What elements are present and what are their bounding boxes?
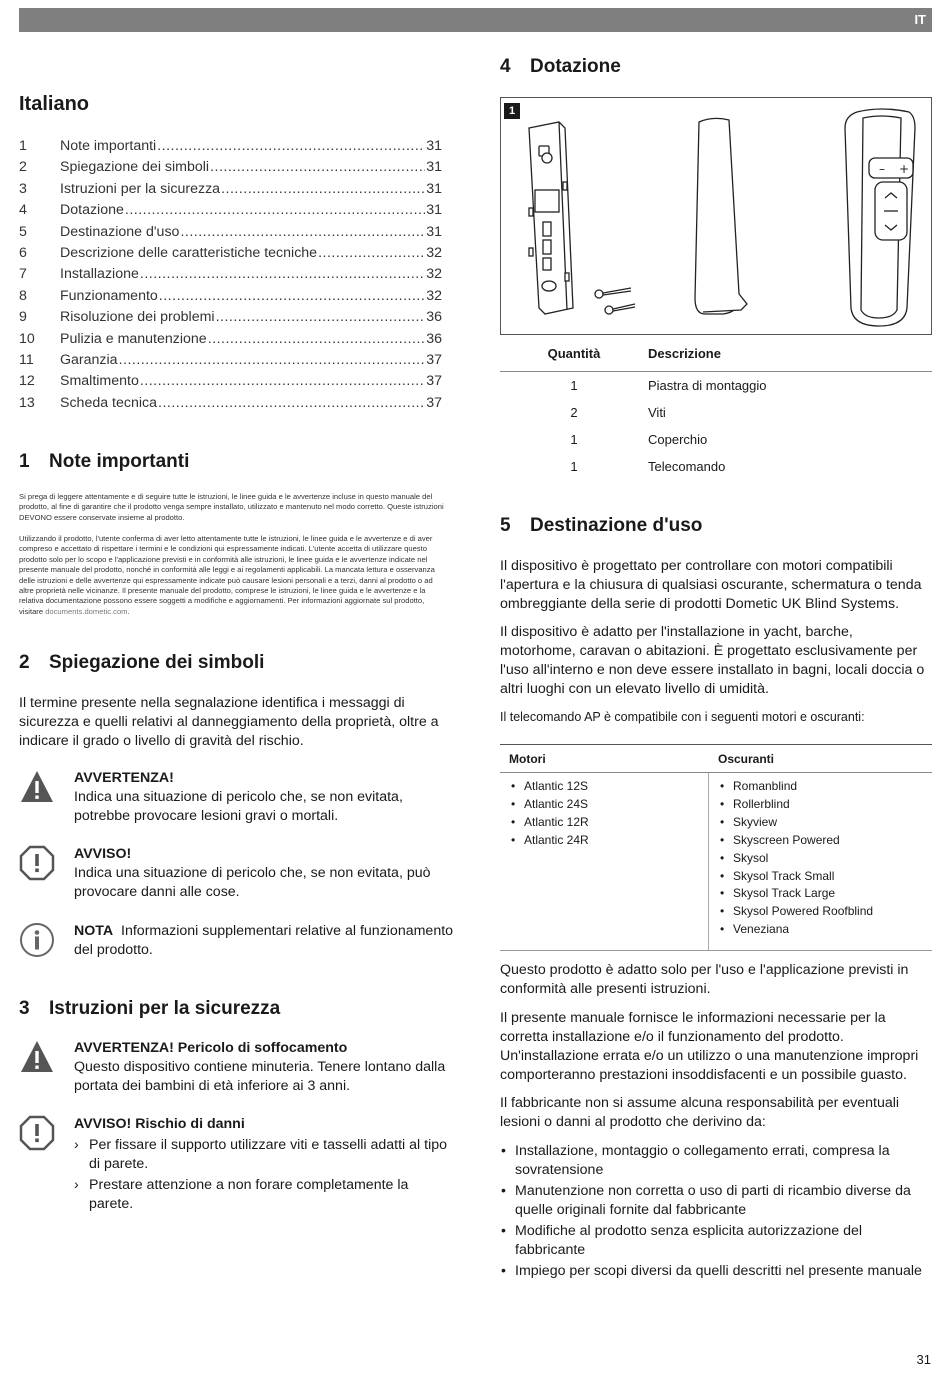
intended-use-paragraph-2: Il dispositivo è adatto per l'installazione in yacht, barche, motorhome, caravan o abitazioni. È progettato esclusivamente per l'uso all'interno e non deve essere installato in bagni, locali doccia o altri luoghi con un elevato livello di umidità.: [500, 624, 925, 697]
notice-octagon-icon: [19, 1115, 55, 1151]
compatibility-table-body: [500, 773, 932, 950]
notice-text-block: [74, 845, 455, 902]
desc-cell: Coperchio: [648, 432, 708, 447]
toc-page: 31: [426, 159, 442, 176]
note-title: NOTA: [74, 923, 114, 939]
desc-cell: Viti: [648, 405, 666, 420]
toc-page: 37: [426, 373, 442, 390]
toc-title: Destinazione d'uso: [60, 223, 180, 240]
toc-title: Istruzioni per la sicurezza: [60, 180, 221, 197]
important-notes-paragraph-2: [19, 534, 449, 617]
note-notice: [19, 922, 455, 967]
contents-table-row: [500, 426, 932, 453]
page-number: 31: [916, 1352, 931, 1367]
documents-link[interactable]: documents.dometic.com: [45, 606, 128, 616]
qty-cell: 2: [570, 405, 578, 420]
safety-warning-notice: [19, 1039, 455, 1099]
desc-header: Descrizione: [648, 346, 721, 361]
contents-table-body: [500, 372, 932, 480]
liability-item: • Installazione, montaggio o collegamento errati, compresa la sovratensione: [500, 1142, 932, 1180]
contents-illustration: [501, 98, 931, 334]
section-number: 1: [19, 451, 30, 472]
toc-title: Garanzia: [60, 351, 118, 368]
section-2-heading: [19, 652, 264, 674]
toc-number: 7: [19, 266, 27, 283]
toc-number: 2: [19, 159, 27, 176]
contents-figure: [500, 97, 932, 335]
toc-number: 12: [19, 373, 35, 390]
toc-leader-dots: [140, 265, 425, 286]
toc-leader-dots: [318, 244, 425, 265]
damage-notice: [19, 1115, 455, 1212]
toc-number: 3: [19, 180, 27, 197]
contents-table-header: [500, 346, 932, 372]
liability-item: • Modifiche al prodotto senza esplicita autorizzazione del fabbricante: [500, 1222, 932, 1260]
toc-page: 31: [426, 180, 442, 197]
section-title: Dotazione: [530, 56, 621, 77]
motori-column: [500, 773, 709, 950]
language-code: IT: [914, 12, 926, 27]
section-1-heading: [19, 451, 189, 473]
toc-title: Installazione: [60, 266, 139, 283]
notice-octagon-icon: [19, 845, 55, 881]
toc-row: [19, 372, 442, 393]
toc-page: 31: [426, 138, 442, 154]
info-icon: [19, 922, 55, 958]
toc-page: 32: [426, 266, 442, 283]
warning-description: Indica una situazione di pericolo che, se non evitata, potrebbe provocare lesioni gravi o mortali.: [74, 789, 403, 824]
contents-table-row: [500, 453, 932, 480]
section-title: Spiegazione dei simboli: [49, 652, 265, 673]
damage-notice-item: › Prestare attenzione a non forare completamente la parete.: [74, 1176, 455, 1214]
toc-page: 37: [426, 394, 442, 411]
toc-page: 31: [426, 223, 442, 240]
section-3-heading: [19, 998, 280, 1020]
damage-notice-title: AVVISO! Rischio di danni: [74, 1116, 245, 1132]
motor-item: • Atlantic 24R: [509, 832, 708, 850]
section-4-heading: [500, 56, 621, 78]
blind-item: • Romanblind: [718, 778, 932, 796]
section-title: Destinazione d'uso: [530, 515, 703, 536]
motori-header: Motori: [509, 751, 546, 766]
toc-title: Smaltimento: [60, 373, 139, 390]
warning-triangle-icon: [19, 769, 55, 805]
toc-row: [19, 351, 442, 372]
section-number: 5: [500, 515, 511, 536]
toc-leader-dots: [119, 351, 426, 372]
desc-cell: Piastra di montaggio: [648, 378, 767, 393]
paragraph-end: .: [127, 606, 130, 616]
liability-list: [500, 1142, 932, 1283]
notice-description: Indica una situazione di pericolo che, se non evitata, può provocare danni alle cose.: [74, 865, 431, 900]
symbols-intro: Il termine presente nella segnalazione identifica i messaggi di sicurezza e quelli relativi al danneggiamento della proprietà, oltre a indicare il grado o livello di gravità del rischio.: [19, 695, 439, 749]
toc-page: 37: [426, 351, 442, 368]
blind-item: • Skyview: [718, 814, 932, 832]
toc-page: 36: [426, 309, 442, 326]
safety-warning-description: Questo dispositivo contiene minuteria. Tenere lontano dalla portata dei bambini di età inferiore ai 3 anni.: [74, 1059, 446, 1094]
compatibility-table: [500, 744, 932, 951]
oscuranti-list: [718, 773, 932, 939]
liability-item: • Manutenzione non corretta o uso di parti di ricambio diverse da quelle originali fornite dal fabbricante: [500, 1182, 932, 1220]
qty-cell: 1: [570, 459, 578, 474]
qty-cell: 1: [570, 378, 578, 393]
contents-table-row: [500, 399, 932, 426]
toc-number: 10: [19, 330, 35, 347]
toc-row: [19, 180, 442, 201]
intended-use-paragraph-4: Questo prodotto è adatto solo per l'uso e l'applicazione previsti in conformità alle presenti istruzioni.: [500, 962, 909, 997]
toc-row: [19, 287, 442, 308]
toc-number: 13: [19, 394, 35, 411]
note-text-block: [74, 922, 455, 960]
toc-title: Funzionamento: [60, 287, 158, 304]
oscuranti-column: [709, 773, 932, 950]
safety-warning-text-block: [74, 1039, 455, 1096]
intended-use-paragraph-6: Il fabbricante non si assume alcuna responsabilità per eventuali lesioni o danni al prodotto che derivino da:: [500, 1095, 900, 1130]
liability-item: • Impiego per scopi diversi da quelli descritti nel presente manuale: [500, 1262, 932, 1281]
toc-leader-dots: [221, 180, 425, 201]
remote-illustration: [845, 109, 915, 326]
blind-item: • Skysol Track Large: [718, 885, 932, 903]
damage-notice-item: › Per fissare il supporto utilizzare viti e tasselli adatti al tipo di parete.: [74, 1136, 455, 1174]
safety-warning-title: AVVERTENZA! Pericolo di soffocamento: [74, 1040, 348, 1056]
note-description: Informazioni supplementari relative al funzionamento del prodotto.: [74, 923, 454, 958]
toc-number: 4: [19, 202, 27, 219]
section-number: 2: [19, 652, 30, 673]
toc-leader-dots: [158, 394, 425, 415]
toc-leader-dots: [210, 158, 425, 179]
toc-row: [19, 308, 442, 329]
motor-item: • Atlantic 12R: [509, 814, 708, 832]
toc-title: Spiegazione dei simboli: [60, 159, 210, 176]
toc-number: 9: [19, 309, 27, 326]
language-title: Italiano: [19, 93, 90, 115]
toc-title: Risoluzione dei problemi: [60, 309, 215, 326]
blind-item: • Skysol: [718, 850, 932, 868]
damage-notice-list: [74, 1136, 455, 1214]
toc-title: Scheda tecnica: [60, 394, 158, 411]
toc-leader-dots: [140, 372, 425, 393]
toc-row: [19, 244, 442, 265]
toc-page: 32: [426, 287, 442, 304]
contents-table-row: [500, 372, 932, 399]
blind-item: • Skysol Powered Roofblind: [718, 903, 932, 921]
toc-page: 32: [426, 244, 442, 261]
blind-item: • Skysol Track Small: [718, 868, 932, 886]
qty-header: Quantità: [547, 346, 601, 361]
toc-leader-dots: [157, 137, 425, 158]
svg-text:+: +: [899, 162, 910, 176]
warning-triangle-icon: [19, 1039, 55, 1075]
blind-item: • Skyscreen Powered: [718, 832, 932, 850]
toc-number: 1: [19, 138, 27, 154]
section-number: 4: [500, 56, 511, 77]
toc-row: [19, 137, 442, 158]
table-of-contents: [19, 137, 442, 415]
toc-leader-dots: [159, 287, 425, 308]
section-number: 3: [19, 998, 30, 1019]
toc-page: 31: [426, 202, 442, 219]
section-5-heading: [500, 515, 702, 537]
warning-notice: [19, 769, 455, 829]
oscuranti-header: Oscuranti: [718, 751, 775, 766]
warning-title: AVVERTENZA!: [74, 770, 174, 786]
blind-item: • Rollerblind: [718, 796, 932, 814]
important-notes-paragraph-1: Si prega di leggere attentamente e di seguire tutte le istruzioni, le linee guida e le avvertenze incluse in questo manuale del prodotto, al fine di garantire che il prodotto venga sempre installato, utilizzato e mantenuto nel modo corretto. Queste istruzioni DEVONO essere conservate insieme al prodotto.: [19, 492, 444, 522]
toc-row: [19, 158, 442, 179]
toc-leader-dots: [208, 330, 426, 351]
intended-use-paragraph-3: Il telecomando AP è compatibile con i seguenti motori e oscuranti:: [500, 710, 865, 724]
toc-row: [19, 201, 442, 222]
figure-badge: 1: [504, 103, 520, 119]
toc-leader-dots: [180, 223, 425, 244]
svg-text:–: –: [879, 162, 885, 176]
motor-item: • Atlantic 12S: [509, 778, 708, 796]
motori-list: [509, 773, 708, 850]
notice-notice: [19, 845, 455, 905]
toc-leader-dots: [216, 308, 426, 329]
warning-text-block: [74, 769, 455, 826]
paragraph-text: Utilizzando il prodotto, l'utente conferma di aver letto attentamente tutte le istruzioni, le linee guida e le avvertenze e di aver compreso e accettato di rispettare i termini e le condizioni qui espressamente indicati. L'utente accetta di utilizzare questo prodotto solo per lo scopo e l'applicazione previsti e in conformità alle istruzioni, le linee guida e le avvertenze indicate nel presente manuale del prodotto, nonché in conformità alle leggi e ai regolamenti applicabili. La mancata lettura e osservanza delle istruzioni e delle avvertenze qui espressamente indicate può causare lesioni personali e a terzi, danni al prodotto o ad altre proprietà nelle vicinanze. Il presente manuale del prodotto, comprese le istruzioni, le linee guida e le avvertenze e la relativa documentazione possono essere soggetti a modifiche e aggiornamenti. Per informazioni aggiornate sul prodotto, visitare: [19, 534, 435, 616]
notice-title: AVVISO!: [74, 846, 132, 862]
desc-cell: Telecomando: [648, 459, 726, 474]
toc-number: 6: [19, 244, 27, 261]
section-title: Note importanti: [49, 451, 190, 472]
toc-row: [19, 330, 442, 351]
toc-title: Note importanti: [60, 138, 157, 154]
blind-item: • Veneziana: [718, 921, 932, 939]
toc-page: 36: [426, 330, 442, 347]
intended-use-paragraph-5: Il presente manuale fornisce le informazioni necessarie per la corretta installazione e/o il funzionamento del prodotto. Un'installazione errata e/o un utilizzo o una manutenzione impropri comporteranno prestazioni insoddisfacenti e un possibile guasto.: [500, 1010, 919, 1083]
toc-row: [19, 394, 442, 415]
toc-number: 5: [19, 223, 27, 240]
header-bar: [19, 8, 932, 32]
toc-row: [19, 223, 442, 244]
intended-use-paragraph-1: Il dispositivo è progettato per controllare con motori compatibili l'apertura e la chiusura di qualsiasi oscurante, schermatura o tenda ombreggiante della serie di prodotti Dometic UK Blind Systems.: [500, 558, 922, 612]
screws-illustration: [595, 288, 635, 314]
compatibility-table-header: [500, 745, 932, 773]
toc-title: Descrizione delle caratteristiche tecniche: [60, 244, 318, 261]
cover-illustration: [695, 118, 747, 314]
toc-title: Dotazione: [60, 202, 124, 219]
contents-table: [500, 346, 932, 480]
toc-number: 11: [19, 351, 34, 368]
damage-notice-text-block: [74, 1115, 455, 1214]
motor-item: • Atlantic 24S: [509, 796, 708, 814]
section-title: Istruzioni per la sicurezza: [49, 998, 281, 1019]
mounting-plate-illustration: [529, 122, 573, 314]
toc-number: 8: [19, 287, 27, 304]
toc-leader-dots: [125, 201, 425, 222]
toc-title: Pulizia e manutenzione: [60, 330, 207, 347]
toc-row: [19, 265, 442, 286]
qty-cell: 1: [570, 432, 578, 447]
